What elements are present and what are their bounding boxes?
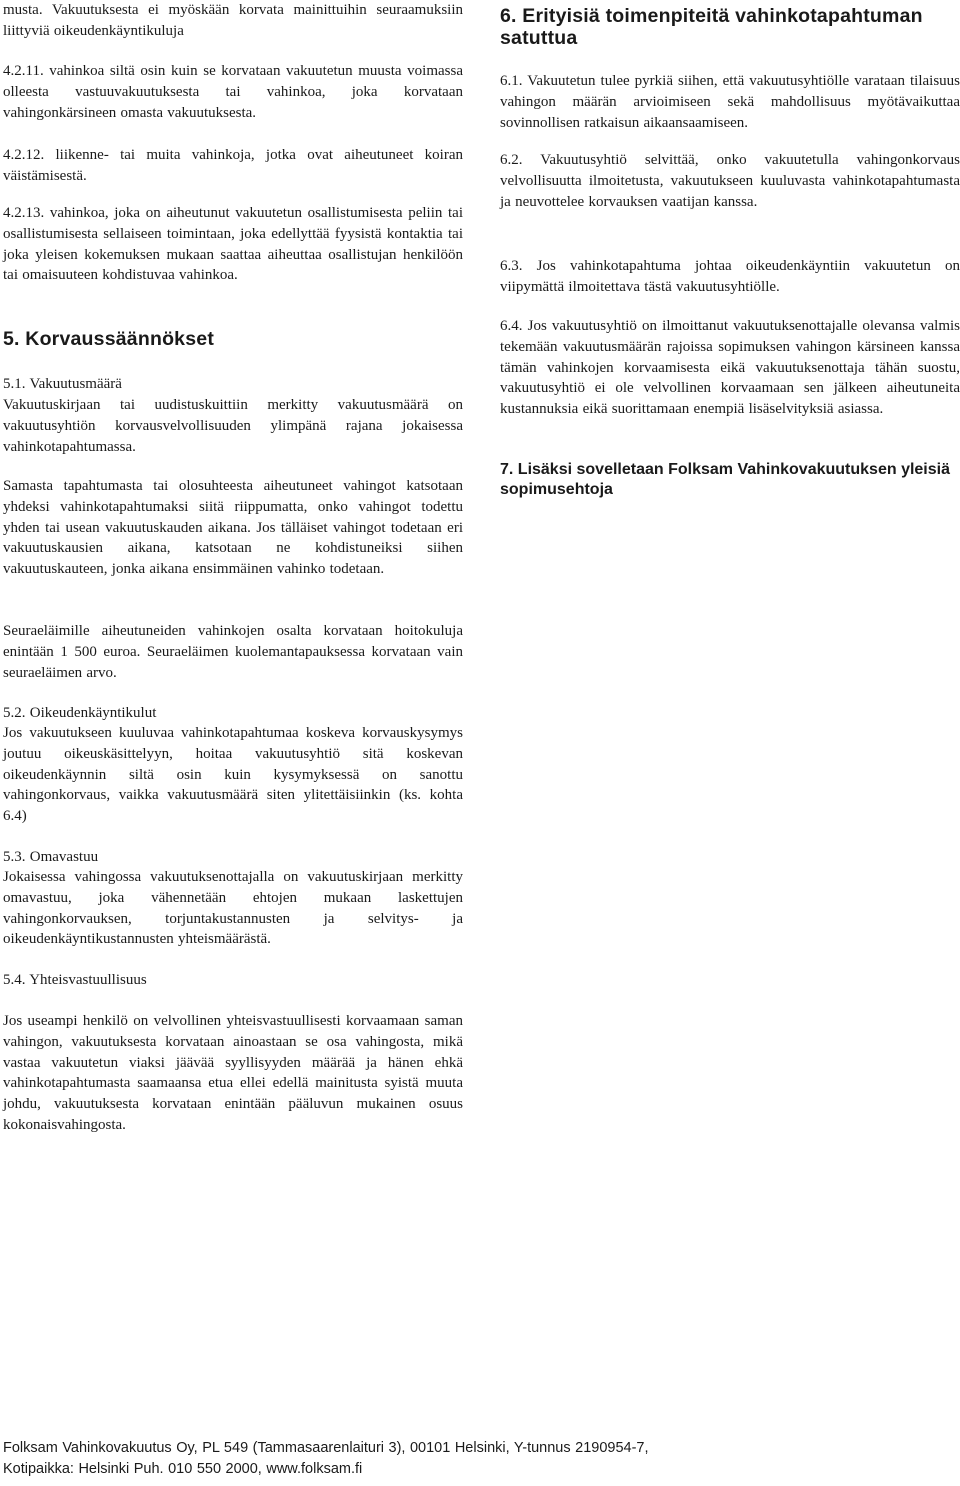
paragraph-5-1-same-event: Samasta tapahtumasta tai olosuhteesta aiheutuneet vahingot katsotaan yhdeksi vahinkotapahtumaksi siitä riippumatta, onko vahingot todettu yhden tai usean vakuutuskauden aikana. Jos tälläiset vahingot todetaan eri vakuutuskausien aikana, katsotaan ne kohdistuneiksi siihen vakuutuskauteen, jonka aikana ensimmäinen vahinko todetaan. [3, 478, 463, 578]
paragraph-6-4: 6.4. Jos vakuutusyhtiö on ilmoittanut vakuutuksenottajalle olevansa valmis tekemään vakuutusmäärän rajoissa sopimuksen vahingon kärsineen kanssa tämän vahinkojen korvaamisesta eikä vakuutuksenottaja tähän suostu, vakuutusyhtiö ei ole velvollinen korvaamaan sen jälkeen aiheutuneita kustannuksia eikä suorittamaan enempiä lisäselvityksiä asiassa. [500, 318, 960, 418]
footer-line-2: Kotipaikka: Helsinki Puh. 010 550 2000, www.folksam.fi [3, 1461, 363, 1477]
paragraph-5-1-pets: Seuraeläimille aiheutuneiden vahinkojen osalta korvataan hoitokuluja enintään 1 500 euroa. Seuraeläimen kuolemantapauksessa korvataan vain seuraeläimen arvo. [3, 623, 463, 681]
paragraph-6-1: 6.1. Vakuutetun tulee pyrkiä siihen, että vakuutusyhtiölle varataan tilaisuus vahingon määrän arvioimiseen sekä mahdollisuus myötävaikuttaa sovinnollisen ratkaisun aikaansaamiseen. [500, 73, 960, 131]
paragraph-4-2-13: 4.2.13. vahinkoa, joka on aiheutunut vakuutetun osallistumisesta peliin tai osallistumisesta sellaiseen toimintaan, joka edellyttää fyysistä kontaktia tai joka yleisen kokemuksen mukaan saattaa aiheuttaa osallistujan henkilöön tai omaisuuteen kohdistuvaa vahinkoa. [3, 205, 463, 284]
subsection-5-3-title: 5.3. Omavastuu [3, 849, 99, 865]
paragraph-4-2-11: 4.2.11. vahinkoa siltä osin kuin se korvataan vakuutetun muusta voimassa olleesta vastuuvakuutuksesta tai vahinkoa, joka korvataan vahingonkärsineen omasta vakuutuksesta. [3, 63, 463, 121]
subsection-5-4-title: 5.4. Yhteisvastuullisuus [3, 972, 147, 988]
section-6-heading: 6. Erityisiä toimenpiteitä vahinkotapahtuman satuttua [500, 5, 923, 49]
paragraph-5-1-body: Vakuutuskirjaan tai uudistuskuittiin merkitty vakuutusmäärä on vakuutusyhtiön korvausvelvollisuuden ylimpänä rajana jokaisessa vahinkotapahtumassa. [3, 397, 463, 455]
paragraph-5-4-body: Jos useampi henkilö on velvollinen yhteisvastuullisesti korvaamaan saman vahingon, vakuutuksesta korvataan ainoastaan se osa vahingosta, mikä vastaa vakuutetun viaksi jäävää syyllisyyden määrää ja hänen ehkä vahinkotapahtumasta saamaansa etua ellei edellä mainitusta syistä muuta johdu, vakuutuksesta korvataan enintään pääluvun mukainen osuus kokonaisvahingosta. [3, 1013, 463, 1133]
intro-continuation: musta. Vakuutuksesta ei myöskään korvata mainittuihin seuraamuksiin liittyviä oikeudenkäyntikuluja [3, 2, 463, 39]
footer-line-1: Folksam Vahinkovakuutus Oy, PL 549 (Tammasaarenlaituri 3), 00101 Helsinki, Y-tunnus 2190954-7, [3, 1440, 649, 1456]
page-footer [3, 1438, 903, 1480]
section-5-heading: 5. Korvaussäännökset [3, 328, 215, 350]
paragraph-5-2-body: Jos vakuutukseen kuuluvaa vahinkotapahtumaa koskeva korvauskysymys joutuu oikeuskäsittelyyn, hoitaa vakuutusyhtiö sitä koskevan oikeudenkäynnin siltä osin kuin kysymyksessä on sanottu vahingonkorvaus, vaikka vakuutusmäärä siten ylitettäisiinkin (ks. kohta 6.4) [3, 725, 463, 825]
subsection-5-2-title: 5.2. Oikeudenkäyntikulut [3, 705, 157, 721]
paragraph-6-2: 6.2. Vakuutusyhtiö selvittää, onko vakuutetulla vahingonkorvaus velvollisuutta ilmoitetusta, vakuutukseen kuuluvasta vahinkotapahtumasta ja neuvottelee korvauksen vaatijan kanssa. [500, 152, 960, 210]
paragraph-5-3-body: Jokaisessa vahingossa vakuutuksenottajalla on vakuutuskirjaan merkitty omavastuu, joka vähennetään ehtojen mukaan laskettujen vahingonkorvauksen, torjuntakustannusten ja selvitys- ja oikeudenkäyntikustannusten yhteismäärästä. [3, 869, 463, 948]
subsection-5-1-title: 5.1. Vakuutusmäärä [3, 376, 122, 392]
paragraph-4-2-12: 4.2.12. liikenne- tai muita vahinkoja, jotka ovat aiheutuneet koiran väistämisestä. [3, 147, 463, 184]
paragraph-6-3: 6.3. Jos vahinkotapahtuma johtaa oikeudenkäyntiin vakuutetun on viipymättä ilmoitettava tästä vakuutusyhtiölle. [500, 258, 960, 295]
section-7-heading: 7. Lisäksi sovelletaan Folksam Vahinkovakuutuksen yleisiä sopimusehtoja [500, 461, 950, 498]
